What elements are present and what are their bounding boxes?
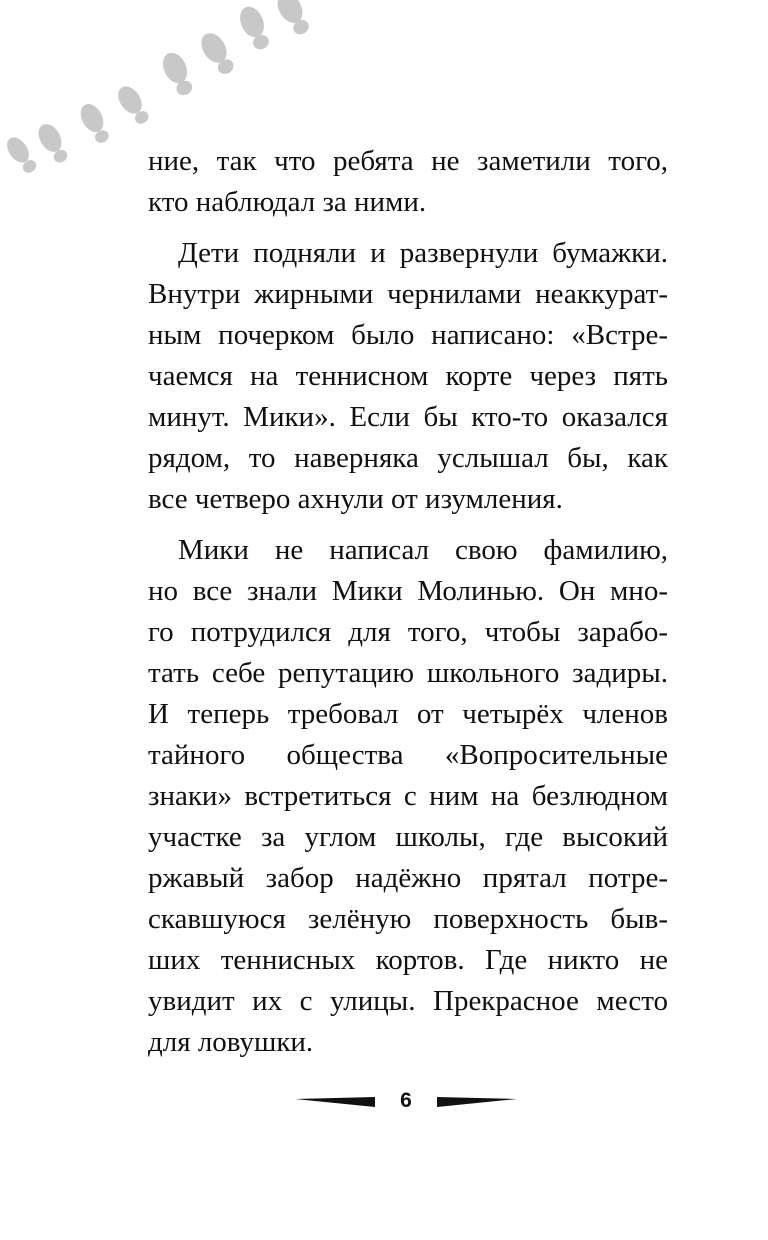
- text-line: Мики не написал свою фамилию,: [178, 534, 668, 566]
- text-line: И теперь требовал от четырёх членов: [148, 698, 668, 730]
- text-line: увидит их с улицы. Прекрасное место: [148, 985, 668, 1017]
- text-line: го потрудился для того, чтобы зарабо-: [148, 616, 668, 648]
- text-line: минут. Мики». Если бы кто-то оказался: [148, 401, 668, 433]
- text-line: ших теннисных кортов. Где никто не: [148, 944, 668, 976]
- text-line: но все знали Мики Молинью. Он мно-: [148, 575, 668, 607]
- page-footer: [295, 1086, 517, 1116]
- body-text: [148, 141, 668, 1063]
- text-line: кто наблюдал за ними.: [148, 186, 427, 218]
- text-line: тать себе репутацию школьного задиры.: [148, 657, 668, 689]
- text-line: Дети подняли и развернули бумажки.: [178, 237, 668, 269]
- paragraph: [148, 141, 668, 223]
- text-line: рядом, то наверняка услышал бы, как: [148, 442, 668, 474]
- page-number: 6: [400, 1089, 412, 1112]
- text-line: знаки» встретиться с ним на безлюдном: [148, 780, 668, 812]
- text-line: тайного общества «Вопросительные: [148, 739, 668, 771]
- text-line: участке за углом школы, где высокий: [148, 821, 668, 853]
- text-line: ржавый забор надёжно прятал потре-: [148, 862, 668, 894]
- text-line: Внутри жирными чернилами неаккурат-: [148, 278, 668, 310]
- text-line: скавшуюся зелёную поверхность быв-: [148, 903, 668, 935]
- paragraph: [148, 530, 668, 1063]
- text-line: чаемся на теннисном корте через пять: [148, 360, 668, 392]
- text-line: ным почерком было написано: «Встре-: [148, 319, 668, 351]
- paragraph: [148, 233, 668, 520]
- text-line: для ловушки.: [148, 1026, 314, 1058]
- text-line: ние, так что ребята не заметили того,: [148, 145, 668, 177]
- text-line: все четверо ахнули от изумления.: [148, 483, 563, 515]
